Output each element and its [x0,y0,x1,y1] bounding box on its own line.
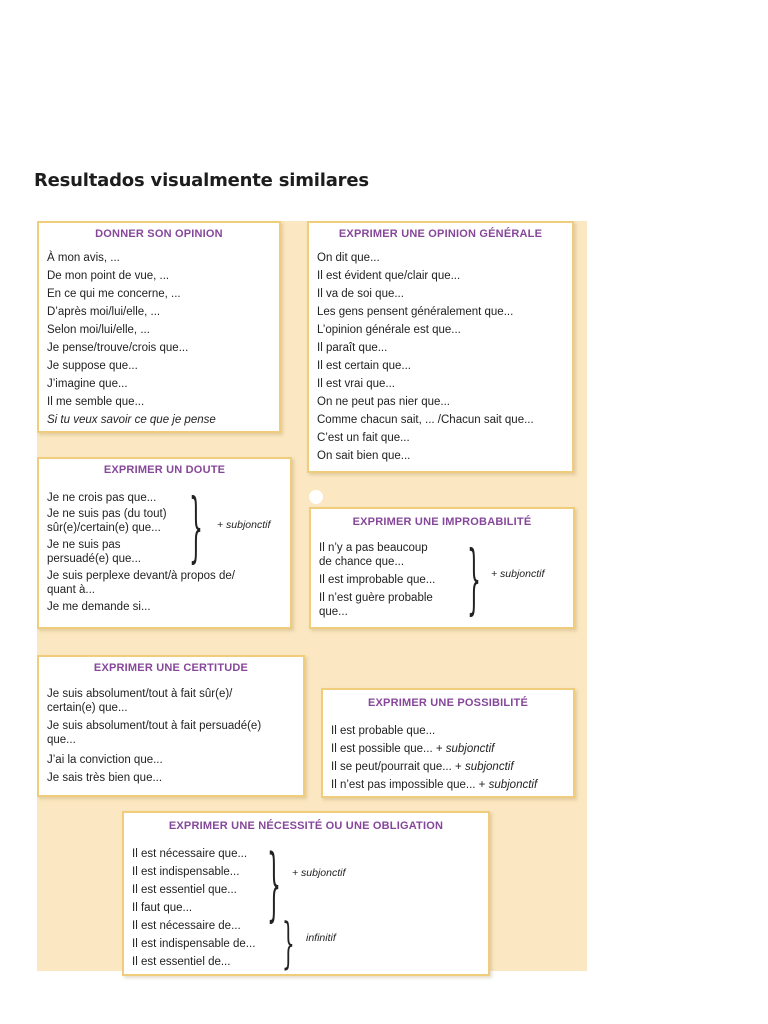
list-item: Je pense/trouve/crois que... [47,342,189,354]
list-item: que... [47,734,76,746]
card-title: EXPRIMER UNE IMPROBABILITÉ [352,516,532,528]
curly-brace-icon: } [189,484,203,572]
card-donner-son-opinion [37,221,281,433]
list-item [331,758,565,776]
list-item: de chance que... [319,556,405,568]
list-item: Il est improbable que... [319,574,436,586]
list-item: Il va de soi que... [317,288,404,300]
list-item-tail: subjonctif [464,761,514,773]
card-title: EXPRIMER UNE POSSIBILITÉ [367,697,529,709]
list-item-tail: subjonctif [488,779,538,791]
page-heading: Resultados visualmente similares [34,170,369,191]
list-item-text: Il est probable que... [331,725,436,737]
list-item: Je suppose que... [47,360,138,372]
list-item: Je suis absolument/tout à fait sûr(e)/ [47,688,233,700]
list-item: Il faut que... [132,902,193,914]
list-item-tail: subjonctif [445,743,495,755]
list-item: Je suis perplexe devant/à propos de/ [47,570,235,582]
list-item: Je ne suis pas [47,539,121,551]
subjonctif-note: + subjonctif [292,867,346,879]
list-item: Il est nécessaire que... [132,848,248,860]
list-item: quant à... [47,584,95,596]
card-exprimer-une-certitude [37,655,305,797]
list-item: Je sais très bien que... [47,772,163,784]
list-item: Si tu veux savoir ce que je pense [47,414,216,426]
list-item: L’opinion générale est que... [317,324,461,336]
list-item: Je ne suis pas (du tout) [47,508,167,520]
list-item [331,776,565,794]
list-item-text: Il est possible que... + [331,743,446,755]
list-item-text: Il se peut/pourrait que... + [331,761,465,773]
expressions-sheet [37,221,587,976]
curly-brace-icon: } [467,536,481,624]
card-necessite-obligation [122,811,490,976]
list-item: On dit que... [317,252,380,264]
list-item: Il est évident que/clair que... [317,270,461,282]
list-item: Il est indispensable... [132,866,240,878]
list-item: J’imagine que... [47,378,128,390]
list-item: C’est un fait que... [317,432,410,444]
card-exprimer-un-doute [37,457,292,629]
infinitif-note: infinitif [306,932,336,944]
list-item-text: Il n’est pas impossible que... + [331,779,489,791]
card-title: EXPRIMER UNE NÉCESSITÉ OU UNE OBLIGATION [168,820,444,832]
list-item: On ne peut pas nier que... [317,396,450,408]
list-item: Il n’est guère probable [319,592,433,604]
list-item: Il est essentiel que... [132,884,237,896]
list-item: Il me semble que... [47,396,145,408]
list-item: En ce qui me concerne, ... [47,288,181,300]
list-item: Il est nécessaire de... [132,920,241,932]
subjonctif-note: + subjonctif [491,568,545,580]
list-item: sûr(e)/certain(e) que... [47,522,161,534]
card-title: DONNER SON OPINION [95,228,223,240]
list-item: De mon point de vue, ... [47,270,170,282]
list-item [331,740,565,758]
list-item: Il est indispensable de... [132,938,256,950]
list-item: Selon moi/lui/elle, ... [47,324,150,336]
curly-brace-icon: } [267,839,281,931]
list-item: que... [319,606,348,618]
list-item: Je me demande si... [47,601,151,613]
list-item: On sait bien que... [317,450,411,462]
subjonctif-note: + subjonctif [217,519,271,531]
list-item: Il est vrai que... [317,378,395,390]
card-title: EXPRIMER UN DOUTE [103,464,226,476]
card-title: EXPRIMER UNE CERTITUDE [93,662,249,674]
card-title: EXPRIMER UNE OPINION GÉNÉRALE [338,228,543,240]
list-item: Comme chacun sait, ... /Chacun sait que... [317,414,534,426]
list-item: À mon avis, ... [47,252,120,264]
list-item: Les gens pensent généralement que... [317,306,514,318]
list-item: D’après moi/lui/elle, ... [47,306,161,318]
decorative-dot [309,490,323,504]
card-exprimer-une-possibilite [321,688,575,798]
card-opinion-generale [307,221,574,473]
list-item: persuadé(e) que... [47,553,141,565]
list-item: certain(e) que... [47,702,128,714]
list-item: Je suis absolument/tout à fait persuadé(e) [47,720,262,732]
card-exprimer-une-improbabilite [309,507,575,629]
list-item: J’ai la conviction que... [47,754,163,766]
list-item: Il est essentiel de... [132,956,231,968]
list-item: Je ne crois pas que... [47,492,157,504]
curly-brace-icon: } [282,912,295,976]
list-item: Il est certain que... [317,360,411,372]
list-item: Il paraît que... [317,342,388,354]
list-item [331,722,565,740]
list-item: Il n’y a pas beaucoup [319,542,428,554]
